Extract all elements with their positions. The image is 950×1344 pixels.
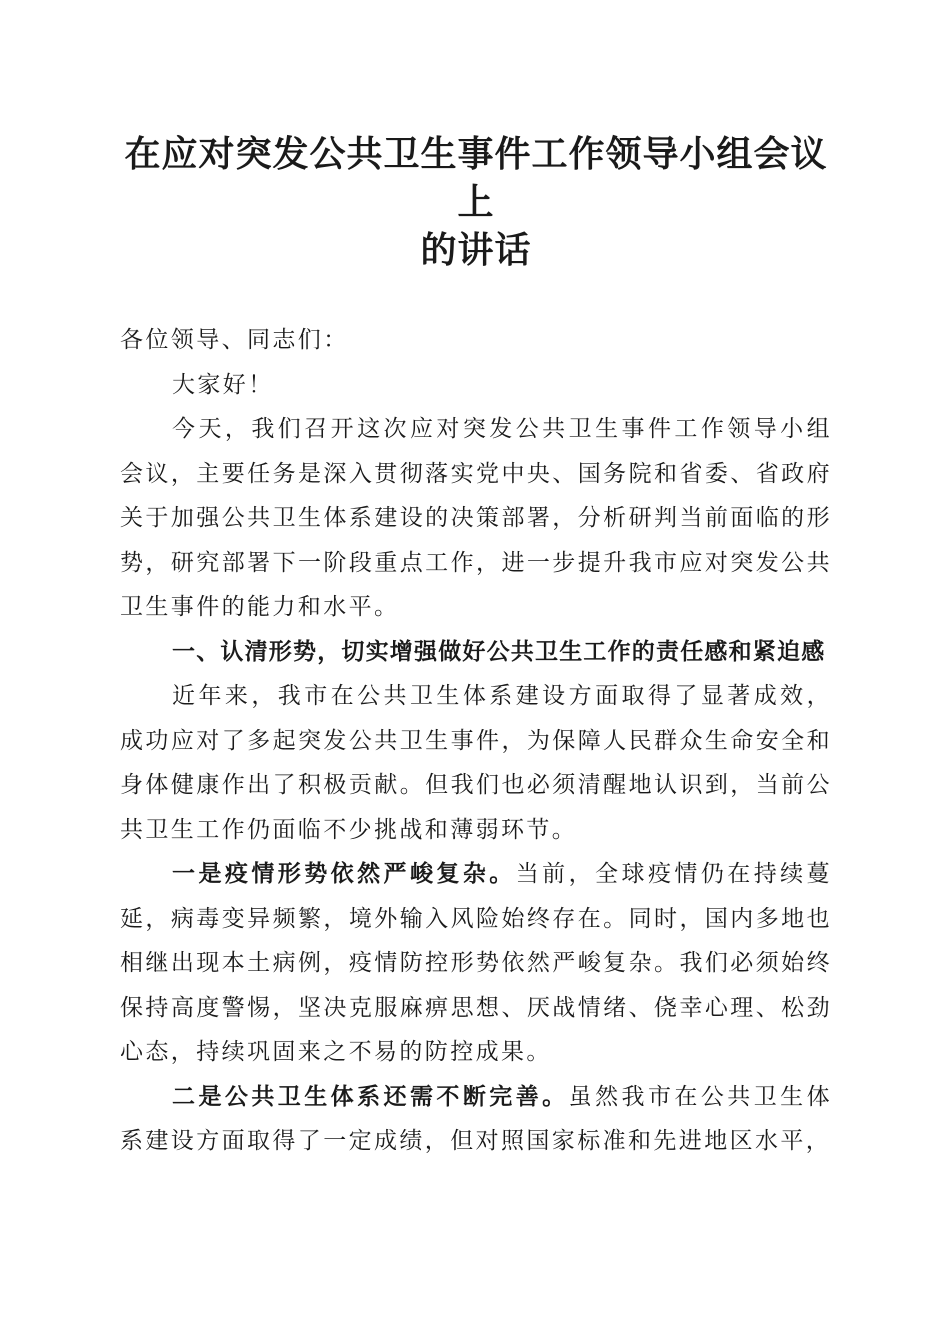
- salutation: 各位领导、同志们：: [120, 327, 349, 353]
- title-line-1: 在应对突发公共卫生事件工作领导小组会议上: [124, 133, 828, 223]
- intro-paragraph: 今天，我们召开这次应对突发公共卫生事件工作领导小组会议，主要任务是深入贯彻落实党中央、国务院和省委、省政府关于加强公共卫生体系建设的决策部署，分析研判当前面临的形势，研究部署下一阶段重点工作，进一步提升我市应对突发公共卫生事件的能力和水平。: [120, 416, 832, 620]
- point-1-paragraph: [120, 852, 832, 1075]
- document-title: [120, 130, 832, 274]
- greeting: 大家好！: [172, 371, 274, 398]
- section-1-heading: 一、认清形势，切实增强做好公共卫生工作的责任感和紧迫感: [172, 638, 826, 665]
- point-2-body: 虽然我市在公共卫生体系建设方面取得了一定成绩，但对照国家标准和先进地区水平，: [120, 1083, 833, 1154]
- section-1-paragraph: 近年来，我市在公共卫生体系建设方面取得了显著成效，成功应对了多起突发公共卫生事件，为保障人民群众生命安全和身体健康作出了积极贡献。但我们也必须清醒地认识到，当前公共卫生工作仍面临不少挑战和薄弱环节。: [120, 683, 832, 843]
- point-2-lead: 二是公共卫生体系还需不断完善。: [172, 1082, 569, 1110]
- document-page: [120, 130, 832, 1164]
- point-1-lead: 一是疫情形势依然严峻复杂。: [172, 860, 516, 887]
- title-line-2: 的讲话: [420, 229, 532, 271]
- point-1-body: 当前，全球疫情仍在持续蔓延，病毒变异频繁，境外输入风险始终存在。同时，国内多地也相继出现本土病例，疫情防控形势依然严峻复杂。我们必须始终保持高度警惕，坚决克服麻痹思想、厌战情绪、侥幸心理、松劲心态，持续巩固来之不易的防控成果。: [120, 861, 832, 1065]
- point-2-paragraph: [120, 1075, 832, 1164]
